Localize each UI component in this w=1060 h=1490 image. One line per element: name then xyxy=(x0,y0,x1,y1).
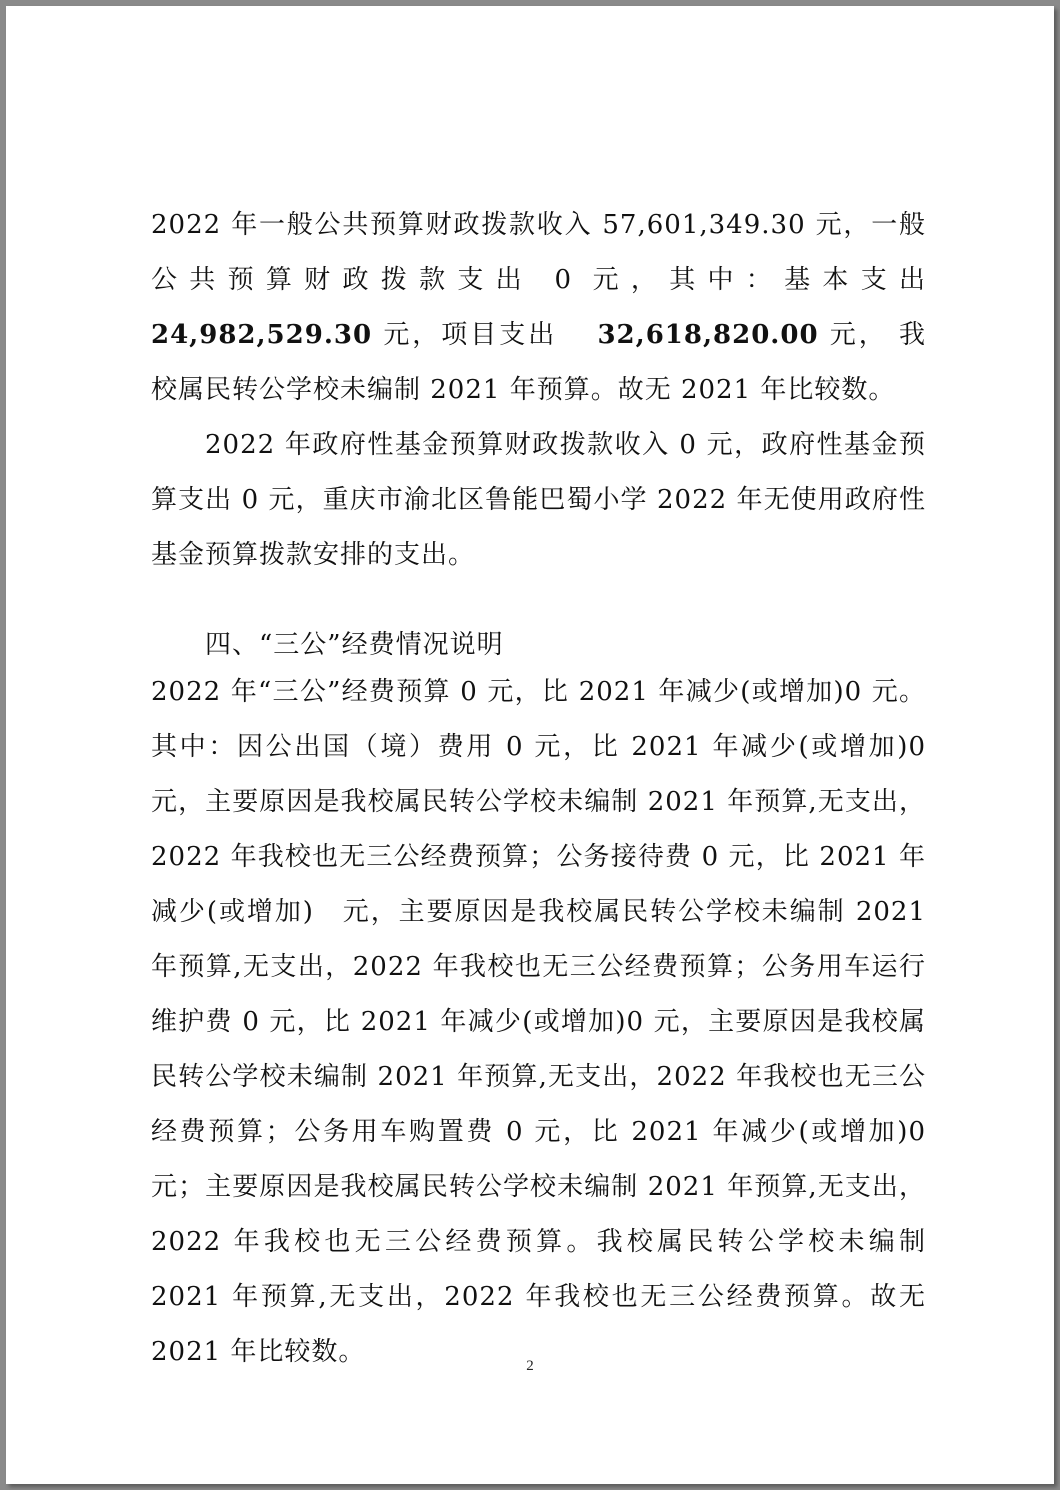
government-fund-paragraph: 2022 年政府性基金预算财政拨款收入 0 元，政府性基金预算支出 0 元，重庆市渝北区鲁能巴蜀小学 2022 年无使用政府性基金预算拨款安排的支出。 xyxy=(151,430,926,570)
general-budget-text-b: 元，项目支出 xyxy=(372,320,598,350)
page-content xyxy=(151,198,926,1380)
basic-expenditure-amount: 24,982,529.30 xyxy=(151,320,373,350)
section-heading: 四、“三公”经费情况说明 xyxy=(205,630,504,660)
general-budget-text-c: 元， 我校属民转公学校未编制 2021 年预算。故无 2021 年比较数。 xyxy=(151,320,927,405)
general-budget-text-a: 2022 年一般公共预算财政拨款收入 57,601,349.30 元，一般公共预算财政拨款支出 0 元，其中：基本支出 xyxy=(151,210,926,295)
general-budget-paragraph xyxy=(151,198,926,418)
page-number: 2 xyxy=(526,1358,534,1374)
section-gap xyxy=(151,583,926,625)
document-page xyxy=(6,6,1054,1484)
project-expenditure-amount: 32,618,820.00 xyxy=(597,320,819,350)
three-public-expenses-paragraph: 2022 年“三公”经费预算 0 元，比 2021 年减少(或增加)0 元。其中：因公出国（境）费用 0 元，比 2021 年减少(或增加)0 元，主要原因是我校属民转公学校未编制 2021 年预算,无支出，2022 年我校也无三公经费预算；公务接待费 0 元，比 2021 年减少(或增加) 元，主要原因是我校属民转公学校未编制 2021 年预算,无支出，2022 年我校也无三公经费预算；公务用车运行维护费 0 元，比 2021 年减少(或增加)0 元，主要原因是我校属民转公学校未编制 2021 年预算,无支出，2022 年我校也无三公经费预算；公务用车购置费 0 元，比 2021 年减少(或增加)0 元；主要原因是我校属民转公学校未编制 2021 年预算,无支出，2022 年我校也无三公经费预算。我校属民转公学校未编制 2021 年预算,无支出，2022 年我校也无三公经费预算。故无 2021 年比较数。 xyxy=(151,677,926,1367)
